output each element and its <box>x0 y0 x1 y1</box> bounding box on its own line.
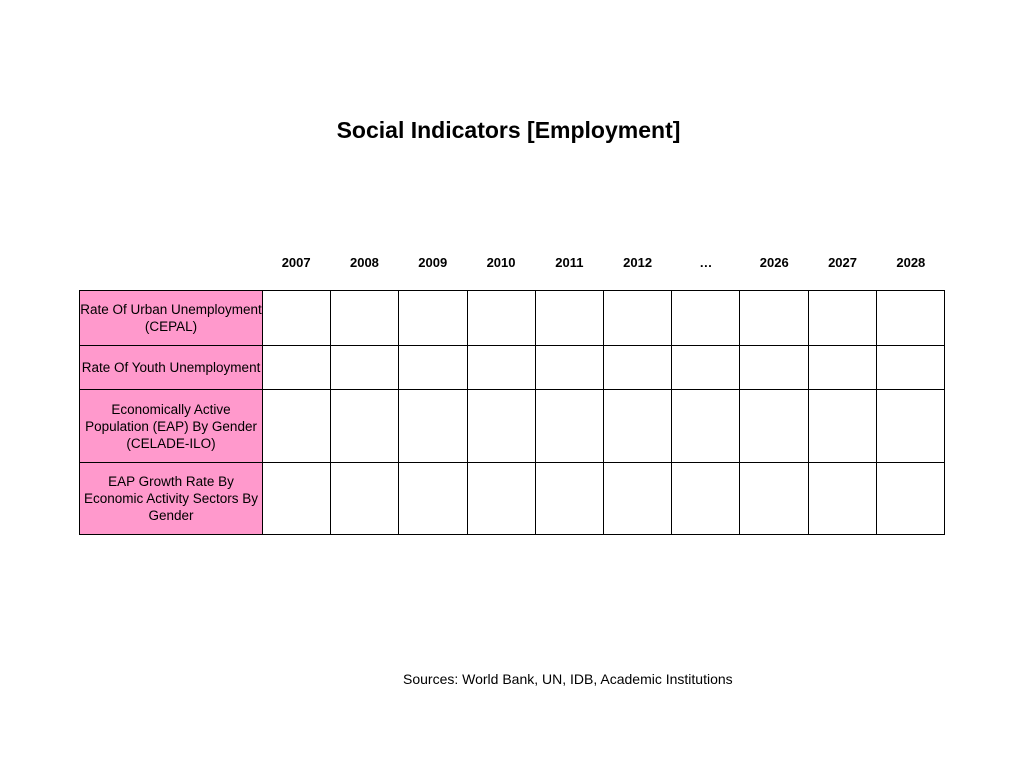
value-cell[interactable] <box>740 346 808 390</box>
table-row <box>80 390 945 463</box>
value-cell[interactable] <box>604 291 672 346</box>
value-cell[interactable] <box>399 390 467 463</box>
value-cell[interactable] <box>331 346 399 390</box>
value-cell[interactable] <box>740 291 808 346</box>
year-header: 2008 <box>349 255 379 270</box>
table-row <box>80 346 945 390</box>
value-cell[interactable] <box>808 346 876 390</box>
year-header: 2026 <box>759 255 789 270</box>
value-cell[interactable] <box>876 390 944 463</box>
page-title: Social Indicators [Employment] <box>336 117 681 143</box>
value-cell[interactable] <box>331 390 399 463</box>
year-header: 2011 <box>555 255 584 270</box>
value-cell[interactable] <box>467 390 535 463</box>
value-cell[interactable] <box>672 390 740 463</box>
value-cell[interactable] <box>263 463 331 535</box>
value-cell[interactable] <box>604 346 672 390</box>
value-cell[interactable] <box>331 463 399 535</box>
year-header: 2010 <box>486 255 516 270</box>
value-cell[interactable] <box>399 346 467 390</box>
value-cell[interactable] <box>808 390 876 463</box>
row-label-eap-growth-rate: EAP Growth Rate By Economic Activity Sectors By Gender <box>80 463 263 535</box>
value-cell[interactable] <box>399 463 467 535</box>
table-row <box>80 291 945 346</box>
value-cell[interactable] <box>808 463 876 535</box>
value-cell[interactable] <box>740 390 808 463</box>
row-label-youth-unemployment: Rate Of Youth Unemployment <box>80 346 263 390</box>
value-cell[interactable] <box>535 346 603 390</box>
row-label-eap-by-gender: Economically Active Population (EAP) By Gender (CELADE-ILO) <box>80 390 263 463</box>
value-cell[interactable] <box>467 346 535 390</box>
value-cell[interactable] <box>604 463 672 535</box>
value-cell[interactable] <box>467 291 535 346</box>
value-cell[interactable] <box>263 390 331 463</box>
indicator-table <box>79 290 945 535</box>
value-cell[interactable] <box>876 346 944 390</box>
year-header: 2028 <box>896 255 926 270</box>
year-header: 2027 <box>828 255 857 270</box>
value-cell[interactable] <box>535 390 603 463</box>
value-cell[interactable] <box>808 291 876 346</box>
value-cell[interactable] <box>263 291 331 346</box>
value-cell[interactable] <box>535 463 603 535</box>
value-cell[interactable] <box>535 291 603 346</box>
value-cell[interactable] <box>399 291 467 346</box>
value-cell[interactable] <box>672 291 740 346</box>
value-cell[interactable] <box>331 291 399 346</box>
value-cell[interactable] <box>467 463 535 535</box>
table-row <box>80 463 945 535</box>
value-cell[interactable] <box>672 463 740 535</box>
value-cell[interactable] <box>604 390 672 463</box>
year-header-ellipsis: … <box>699 255 713 270</box>
year-header-row <box>262 254 945 272</box>
value-cell[interactable] <box>876 291 944 346</box>
value-cell[interactable] <box>263 346 331 390</box>
year-header: 2009 <box>418 255 448 270</box>
value-cell[interactable] <box>672 346 740 390</box>
value-cell[interactable] <box>876 463 944 535</box>
sources-note: Sources: World Bank, UN, IDB, Academic Institutions <box>403 671 733 687</box>
year-header: 2012 <box>623 255 653 270</box>
year-header: 2007 <box>281 255 311 270</box>
value-cell[interactable] <box>740 463 808 535</box>
row-label-urban-unemployment: Rate Of Urban Unemployment (CEPAL) <box>80 291 263 346</box>
